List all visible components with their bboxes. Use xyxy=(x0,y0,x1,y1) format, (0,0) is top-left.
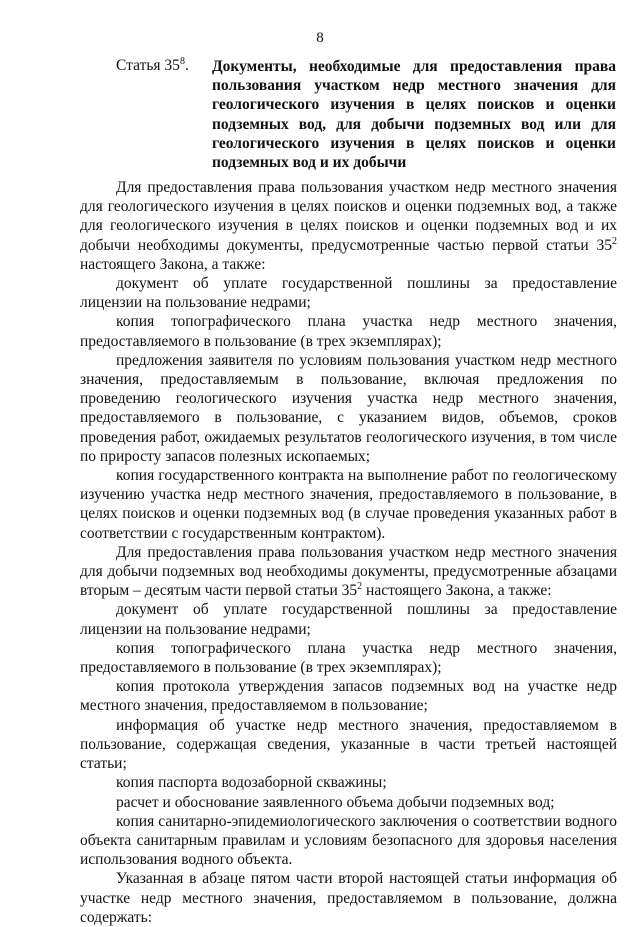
superscript: 2 xyxy=(357,581,363,593)
paragraph-text: Для предоставления права пользования участком недр местного значения для добычи подземных вод необходимы документы, предусмотренные абзацами вторым – десятым части первой статьи 35 xyxy=(80,543,617,600)
paragraph: копия паспорта водозаборной скважины; xyxy=(116,774,387,792)
paragraph: копия государственного контракта на выполнение работ по геологическому изучению участка недр местного значения, предоставляемого в пользование, в целях поисков и оценки подземных вод (в случае проведения указанных работ в соответствии с государственным контрактом). xyxy=(80,467,617,542)
paragraph-text: Для предоставления права пользования участком недр местного значения для геологического изучения в целях поисков и оценки подземных вод, а также для геологического изучения в целях поисков и оценки подземных вод и их добычи необходимы документы, предусмотренные частью первой статьи 35 xyxy=(80,179,617,254)
page-number: 8 xyxy=(316,30,324,46)
article-label-text: Статья 35 xyxy=(116,57,180,74)
paragraph: Указанная в абзаце пятом части второй настоящей статьи информация об участке недр местного значения, предоставляемом в пользование, должна содержать: xyxy=(80,870,617,926)
paragraph: расчет и обоснование заявленного объема добычи подземных вод; xyxy=(116,793,555,811)
paragraph: информация об участке недр местного значения, предоставляемом в пользование, содержащая сведения, указанные в части третьей настоящей статьи; xyxy=(80,716,617,773)
paragraph: документ об уплате государственной пошлины за предоставление лицензии на пользование недрами; xyxy=(80,601,617,638)
superscript: 2 xyxy=(612,235,617,247)
paragraph: предложения заявителя по условиям пользования участком недр местного значения, предоставляемым в пользование, включая предложения по проведению геологического изучения участка недр местного значения, предоставляемого в пользование, с указанием видов, объемов, сроков проведения работ, ожидаемых результатов геологического изучения, в том числе по приросту запасов полезных ископаемых; xyxy=(80,351,617,465)
article-label-superscript: 8 xyxy=(179,55,185,67)
paragraph-text-continued: настоящего Закона, а также: xyxy=(80,255,266,273)
article-title: Документы, необходимые для предоставления права пользования участком недр местного значения для геологического изучения в целях поисков и оценки подземных вод, для добычи подземных вод или для геологического изучения в целях поисков и оценки подземных вод и их добычи xyxy=(212,58,616,172)
paragraph: копия санитарно-эпидемиологического заключения о соответствии водного объекта санитарным правилам и условиям безопасного для здоровья населения использования водного объекта. xyxy=(80,812,617,869)
paragraph xyxy=(80,178,617,274)
paragraph: копия топографического плана участка недр местного значения, предоставляемого в пользование (в трех экземплярах); xyxy=(80,313,617,350)
paragraph: копия протокола утверждения запасов подземных вод на участке недр местного значения, предоставляемом в пользование; xyxy=(80,678,617,715)
article-label-suffix: . xyxy=(184,57,189,74)
article-label xyxy=(116,57,189,75)
article-body xyxy=(80,178,617,927)
paragraph: копия топографического плана участка недр местного значения, предоставляемого в пользование (в трех экземплярах); xyxy=(80,639,617,677)
paragraph-text-continued: настоящего Закона, а также: xyxy=(362,582,552,600)
paragraph xyxy=(80,543,617,601)
paragraph: документ об уплате государственной пошлины за предоставление лицензии на пользование недрами; xyxy=(80,275,617,312)
